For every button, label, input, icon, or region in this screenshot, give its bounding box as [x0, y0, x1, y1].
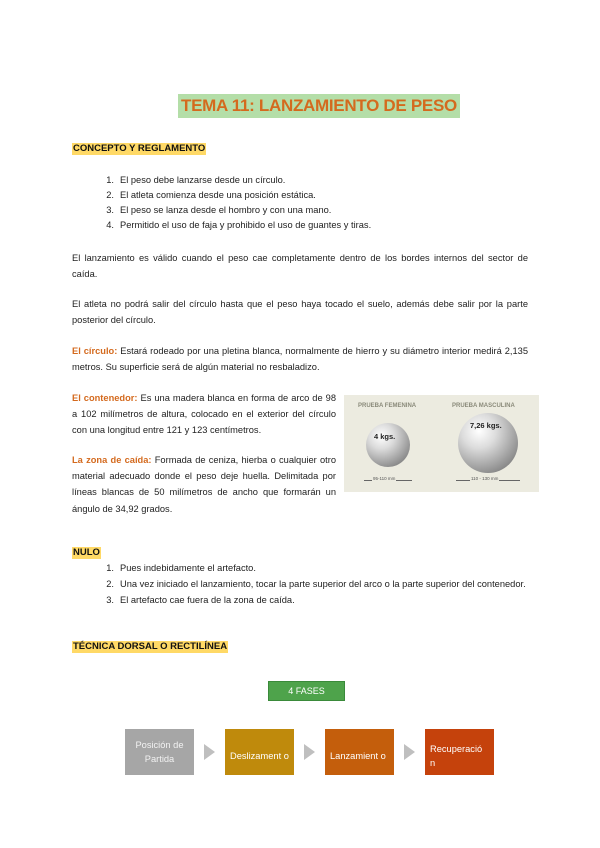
phase-box-3 — [325, 729, 394, 775]
list-item: 3. El artefacto cae fuera de la zona de caída. — [106, 595, 295, 605]
fases-label-box: 4 FASES — [268, 681, 345, 701]
paragraph-circulo: El círculo: Estará rodeado por una pletina blanca, normalmente de hierro y su diámetro interior medirá 2,135 metros. Su superficie será de algún material no resbaladizo. — [72, 346, 528, 373]
term-contenedor: El contenedor: — [72, 393, 138, 403]
concepto-list — [96, 173, 536, 233]
term-circulo: El círculo: — [72, 346, 118, 356]
phase-label-4: Recuperació n — [430, 744, 483, 768]
fem-dimension: 95-110 mm — [373, 476, 396, 481]
phase-box-1 — [125, 729, 194, 775]
nulo-list — [96, 561, 528, 608]
list-item: 4. Permitido el uso de faja y prohibido el uso de guantes y tiras. — [106, 220, 372, 230]
section-heading-concepto: CONCEPTO Y REGLAMENTO — [73, 143, 206, 154]
masc-label: PRUEBA MASCULINA — [452, 403, 515, 409]
page-title: TEMA 11: LANZAMIENTO DE PESO — [178, 94, 460, 118]
fem-label: PRUEBA FEMENINA — [358, 403, 417, 409]
list-item: 2. El atleta comienza desde una posición estática. — [106, 190, 316, 200]
phase-label-3: Lanzamient o — [330, 751, 386, 761]
phase-box-4 — [425, 729, 494, 775]
list-item: 1. Pues indebidamente el artefacto. — [106, 563, 256, 573]
section-heading-nulo: NULO — [73, 547, 100, 558]
term-zona-caida: La zona de caída: — [72, 455, 152, 465]
masc-dimension: 110 - 130 mm — [471, 476, 499, 481]
phase-label-1: Posición de Partida — [135, 740, 184, 764]
arrow-icon — [404, 744, 415, 760]
section-heading-tecnica: TÉCNICA DORSAL O RECTILÍNEA — [73, 641, 228, 652]
female-shot-ball — [366, 423, 410, 467]
list-item: 3. El peso se lanza desde el hombro y con una mano. — [106, 205, 332, 215]
phase-label-2: Deslizament o — [230, 751, 289, 761]
arrow-icon — [204, 744, 215, 760]
paragraph-contenedor: El contenedor: Es una madera blanca en forma de arco de 98 a 102 milímetros de altura, colocado en el exterior del círculo con una longitud entre 121 y 123 centímetros. — [72, 393, 336, 436]
masc-weight: 7,26 kgs. — [470, 421, 502, 430]
list-item: 1. El peso debe lanzarse desde un círculo. — [106, 175, 286, 185]
paragraph-validez: El lanzamiento es válido cuando el peso cae completamente dentro de los bordes internos del sector de caída. — [72, 253, 528, 280]
shot-put-figure — [344, 395, 539, 492]
phase-box-2 — [225, 729, 294, 775]
arrow-icon — [304, 744, 315, 760]
fem-weight: 4 kgs. — [374, 432, 396, 441]
paragraph-zona-caida: La zona de caída: Formada de ceniza, hierba o cualquier otro material adecuado donde el peso deje huella. Delimitada por líneas blancas de 50 milímetros de ancho que formarán un ángulo de 34,92 grados. — [72, 455, 337, 514]
paragraph-salida: El atleta no podrá salir del círculo hasta que el peso haya tocado el suelo, además debe salir por la parte posterior del círculo. — [72, 299, 528, 326]
list-item: 2. Una vez iniciado el lanzamiento, tocar la parte superior del arco o la parte superior del contenedor. — [106, 579, 526, 589]
